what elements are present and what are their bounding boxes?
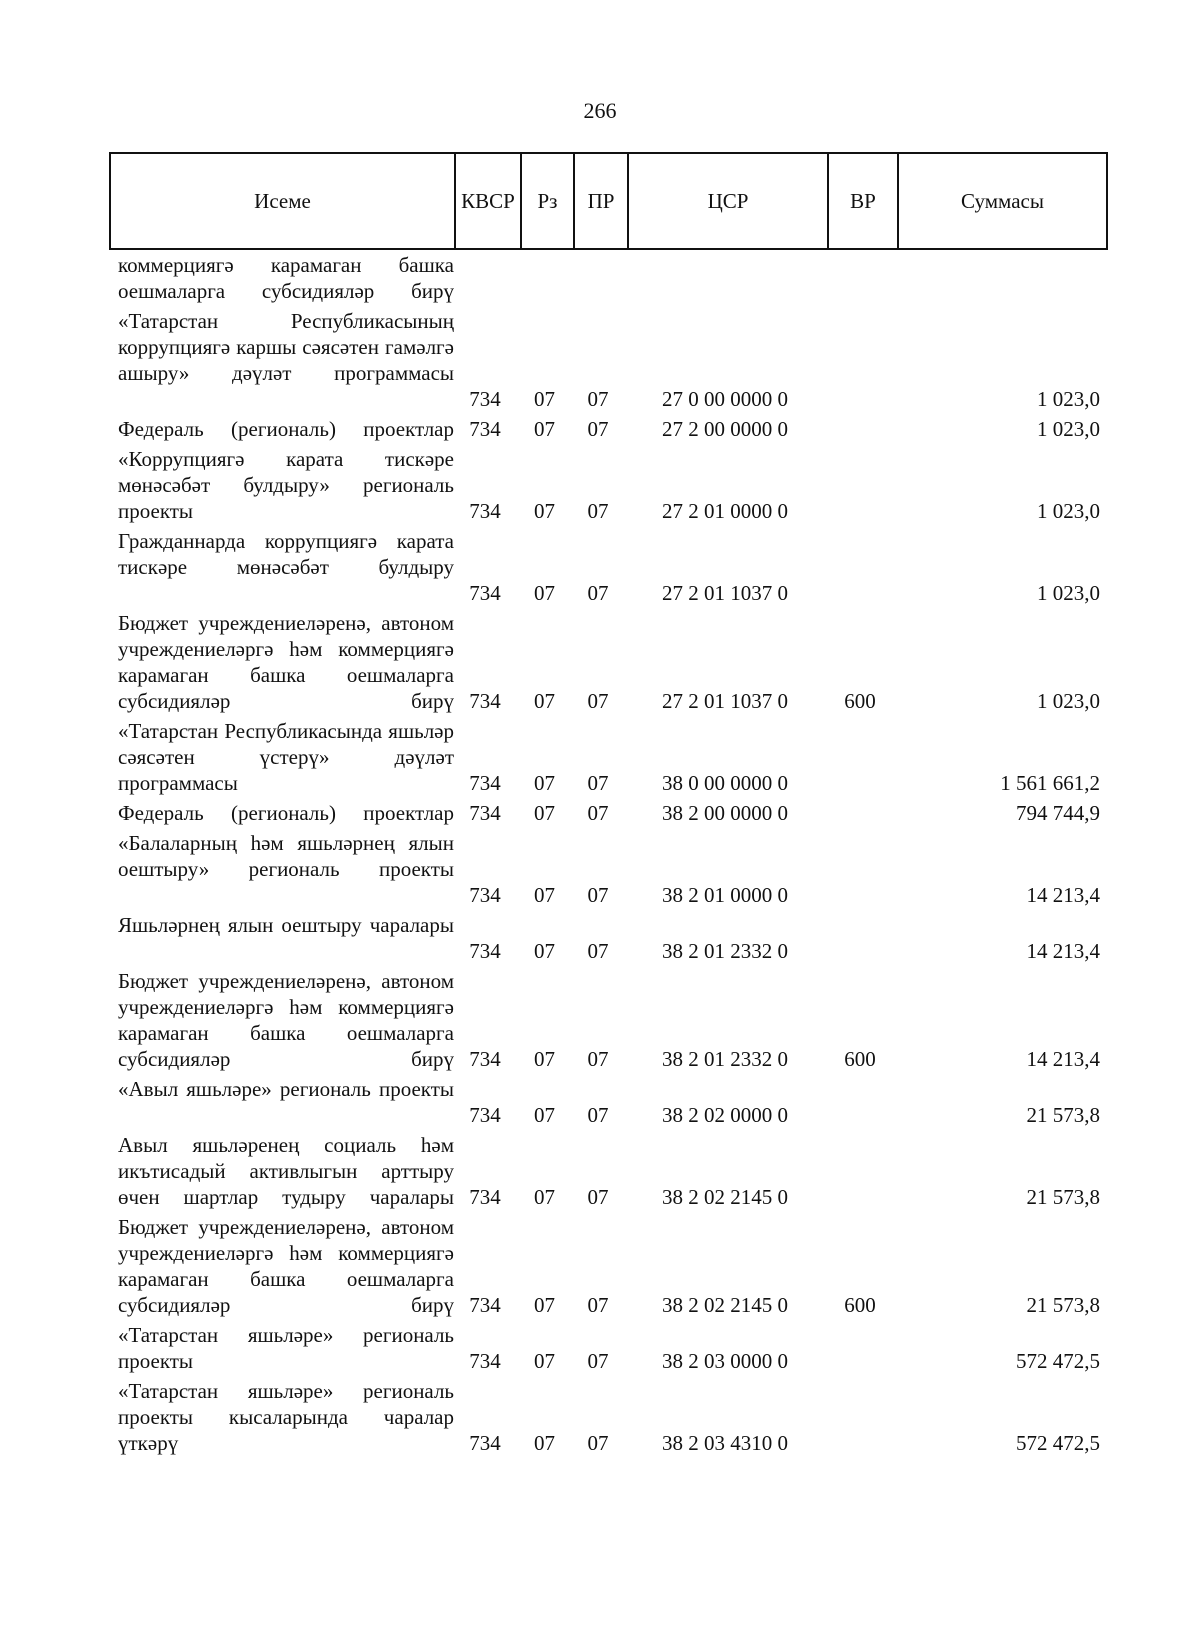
row-kvsr: 734 bbox=[469, 417, 501, 441]
table-row bbox=[0, 610, 1200, 718]
row-csr: 27 2 01 1037 0 bbox=[662, 581, 788, 605]
page-number: 266 bbox=[583, 98, 617, 123]
table-row bbox=[0, 1214, 1200, 1322]
row-name: «Татарстан Республикасының коррупциягә каршы сәясәтен гамәлгә ашыру» дәүләт программасы bbox=[118, 309, 454, 385]
row-csr: 27 0 00 0000 0 bbox=[662, 387, 788, 411]
row-vr: 600 bbox=[844, 1047, 876, 1071]
row-sum: 1 561 661,2 bbox=[1000, 771, 1100, 795]
table-row bbox=[0, 1322, 1200, 1378]
row-kvsr: 734 bbox=[469, 1349, 501, 1373]
table-row bbox=[0, 718, 1200, 800]
row-sum: 572 472,5 bbox=[1016, 1431, 1100, 1455]
row-name: Бюджет учреждениеләренә, автоном учреждениеләргә һәм коммерциягә карамаган башка оешмаларга субсидияләр бирү bbox=[118, 969, 454, 1071]
row-kvsr: 734 bbox=[469, 499, 501, 523]
column-header-csr: ЦСР bbox=[628, 153, 828, 249]
row-name: Бюджет учреждениеләренә, автоном учреждениеләргә һәм коммерциягә карамаган башка оешмаларга субсидияләр бирү bbox=[118, 611, 454, 713]
row-name: «Балаларның һәм яшьләрнең ялын оештыру» региональ проекты bbox=[118, 831, 454, 881]
row-pr: 07 bbox=[587, 1293, 609, 1317]
table-row bbox=[0, 830, 1200, 912]
row-pr: 07 bbox=[587, 1185, 609, 1209]
row-rz: 07 bbox=[534, 801, 555, 825]
row-kvsr: 734 bbox=[469, 883, 501, 907]
row-csr: 38 2 01 0000 0 bbox=[662, 883, 788, 907]
row-name: «Авыл яшьләре» региональ проекты bbox=[118, 1077, 454, 1101]
row-sum: 21 573,8 bbox=[1026, 1293, 1100, 1317]
row-name: Яшьләрнең ялын оештыру чаралары bbox=[118, 913, 454, 937]
row-pr: 07 bbox=[587, 499, 609, 523]
table-row bbox=[0, 912, 1200, 968]
row-pr: 07 bbox=[587, 689, 609, 713]
table-header bbox=[109, 152, 1108, 250]
table-row bbox=[0, 968, 1200, 1076]
row-pr: 07 bbox=[587, 801, 609, 825]
row-vr: 600 bbox=[844, 1293, 876, 1317]
row-sum: 14 213,4 bbox=[1026, 1047, 1100, 1071]
table-row bbox=[0, 252, 1200, 308]
row-rz: 07 bbox=[534, 1047, 555, 1071]
row-pr: 07 bbox=[587, 1103, 609, 1127]
row-csr: 27 2 01 1037 0 bbox=[662, 689, 788, 713]
row-pr: 07 bbox=[587, 417, 609, 441]
table-row bbox=[0, 1378, 1200, 1460]
row-kvsr: 734 bbox=[469, 939, 501, 963]
row-pr: 07 bbox=[587, 387, 609, 411]
row-pr: 07 bbox=[587, 1047, 609, 1071]
row-name: Бюджет учреждениеләренә, автоном учреждениеләргә һәм коммерциягә карамаган башка оешмаларга субсидияләр бирү bbox=[118, 1215, 454, 1317]
row-csr: 38 0 00 0000 0 bbox=[662, 771, 788, 795]
row-csr: 38 2 03 0000 0 bbox=[662, 1349, 788, 1373]
row-sum: 794 744,9 bbox=[1016, 801, 1100, 825]
row-pr: 07 bbox=[587, 939, 609, 963]
row-rz: 07 bbox=[534, 1431, 555, 1455]
table-row bbox=[0, 446, 1200, 528]
row-kvsr: 734 bbox=[469, 1185, 501, 1209]
row-rz: 07 bbox=[534, 581, 555, 605]
row-name: Авыл яшьләренең социаль һәм икътисадый активлыгын арттыру өчен шартлар тудыру чаралары bbox=[118, 1133, 454, 1209]
row-rz: 07 bbox=[534, 883, 555, 907]
row-rz: 07 bbox=[534, 771, 555, 795]
column-header-name: Исеме bbox=[110, 153, 455, 249]
table-row bbox=[0, 528, 1200, 610]
row-csr: 38 2 01 2332 0 bbox=[662, 1047, 788, 1071]
row-name: «Татарстан яшьләре» региональ проекты bbox=[118, 1323, 454, 1373]
row-pr: 07 bbox=[587, 771, 609, 795]
column-header-sum: Суммасы bbox=[898, 153, 1107, 249]
row-csr: 38 2 00 0000 0 bbox=[662, 801, 788, 825]
column-header-pr: ПР bbox=[574, 153, 628, 249]
row-sum: 1 023,0 bbox=[1037, 689, 1100, 713]
row-csr: 38 2 02 0000 0 bbox=[662, 1103, 788, 1127]
row-sum: 14 213,4 bbox=[1026, 883, 1100, 907]
table-row bbox=[0, 1132, 1200, 1214]
row-sum: 21 573,8 bbox=[1026, 1103, 1100, 1127]
row-rz: 07 bbox=[534, 1185, 555, 1209]
row-pr: 07 bbox=[587, 883, 609, 907]
table-row bbox=[0, 800, 1200, 830]
column-header-vr: ВР bbox=[828, 153, 898, 249]
row-kvsr: 734 bbox=[469, 689, 501, 713]
row-kvsr: 734 bbox=[469, 1431, 501, 1455]
row-sum: 1 023,0 bbox=[1037, 387, 1100, 411]
row-csr: 38 2 02 2145 0 bbox=[662, 1185, 788, 1209]
row-pr: 07 bbox=[587, 1349, 609, 1373]
row-name: коммерциягә карамаган башка оешмаларга субсидияләр бирү bbox=[118, 253, 454, 303]
row-rz: 07 bbox=[534, 417, 555, 441]
row-name: Гражданнарда коррупциягә карата тискәре мөнәсәбәт булдыру bbox=[118, 529, 454, 579]
column-header-kvsr: КВСР bbox=[455, 153, 521, 249]
table-row bbox=[0, 1076, 1200, 1132]
row-sum: 14 213,4 bbox=[1026, 939, 1100, 963]
table-row bbox=[0, 416, 1200, 446]
row-sum: 572 472,5 bbox=[1016, 1349, 1100, 1373]
row-kvsr: 734 bbox=[469, 1293, 501, 1317]
row-pr: 07 bbox=[587, 581, 609, 605]
row-kvsr: 734 bbox=[469, 1103, 501, 1127]
row-kvsr: 734 bbox=[469, 801, 501, 825]
row-rz: 07 bbox=[534, 387, 555, 411]
row-sum: 21 573,8 bbox=[1026, 1185, 1100, 1209]
row-pr: 07 bbox=[587, 1431, 609, 1455]
row-sum: 1 023,0 bbox=[1037, 499, 1100, 523]
row-csr: 38 2 03 4310 0 bbox=[662, 1431, 788, 1455]
row-name: «Коррупциягә карата тискәре мөнәсәбәт булдыру» региональ проекты bbox=[118, 447, 454, 523]
row-rz: 07 bbox=[534, 1103, 555, 1127]
row-rz: 07 bbox=[534, 1293, 555, 1317]
row-rz: 07 bbox=[534, 1349, 555, 1373]
table-body bbox=[0, 252, 1200, 1460]
row-vr: 600 bbox=[844, 689, 876, 713]
row-kvsr: 734 bbox=[469, 387, 501, 411]
row-csr: 38 2 02 2145 0 bbox=[662, 1293, 788, 1317]
row-kvsr: 734 bbox=[469, 771, 501, 795]
row-rz: 07 bbox=[534, 689, 555, 713]
row-name: «Татарстан Республикасында яшьләр сәясәтен үстерү» дәүләт программасы bbox=[118, 719, 454, 795]
row-csr: 27 2 01 0000 0 bbox=[662, 499, 788, 523]
row-csr: 38 2 01 2332 0 bbox=[662, 939, 788, 963]
row-kvsr: 734 bbox=[469, 1047, 501, 1071]
row-sum: 1 023,0 bbox=[1037, 417, 1100, 441]
row-kvsr: 734 bbox=[469, 581, 501, 605]
row-name: «Татарстан яшьләре» региональ проекты кысаларында чаралар үткәрү bbox=[118, 1379, 454, 1455]
table-row bbox=[0, 308, 1200, 416]
row-name: Федераль (региональ) проектлар bbox=[118, 417, 454, 441]
row-name: Федераль (региональ) проектлар bbox=[118, 801, 454, 825]
row-sum: 1 023,0 bbox=[1037, 581, 1100, 605]
row-rz: 07 bbox=[534, 939, 555, 963]
column-header-rz: Рз bbox=[521, 153, 574, 249]
row-rz: 07 bbox=[534, 499, 555, 523]
row-csr: 27 2 00 0000 0 bbox=[662, 417, 788, 441]
